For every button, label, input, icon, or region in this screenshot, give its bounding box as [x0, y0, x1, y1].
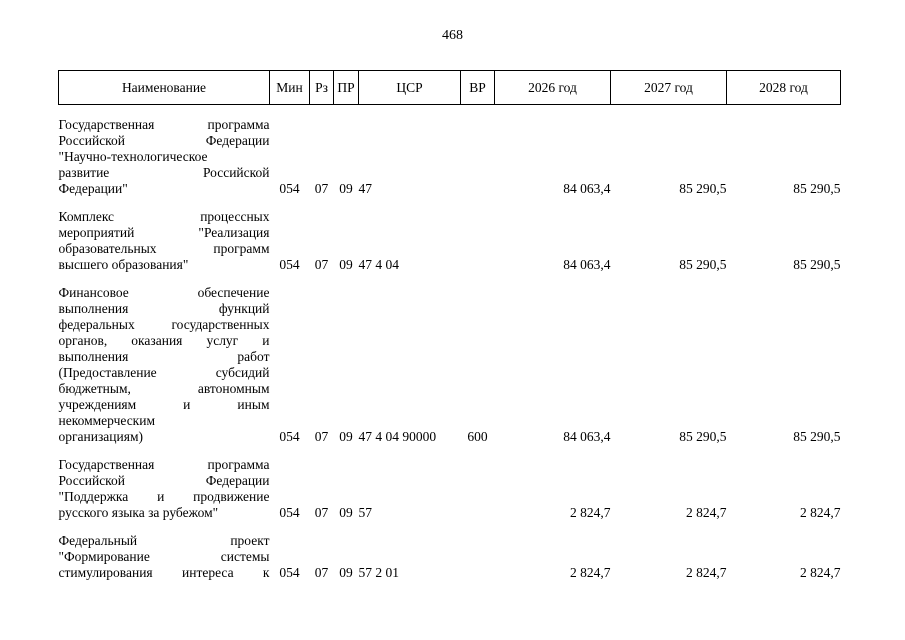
row-name-line: (Предоставление субсидий	[58, 365, 270, 380]
row-name-line: Федерации"	[58, 181, 128, 196]
cell-2028: 85 290,5	[793, 257, 841, 272]
cell-csr: 47 4 04 90000	[358, 429, 437, 444]
row-name-line: мероприятий "Реализация	[58, 225, 270, 240]
cell-2028: 85 290,5	[793, 429, 841, 444]
row-name-line: "Научно-технологическое	[58, 149, 208, 164]
cell-min: 054	[279, 181, 300, 196]
cell-pr: 09	[339, 181, 353, 196]
row-name	[59, 285, 270, 445]
table-row	[59, 457, 841, 521]
row-name	[59, 209, 270, 273]
cell-2027: 85 290,5	[679, 257, 727, 272]
cell-2027: 2 824,7	[686, 565, 727, 580]
row-name-line: учреждениям и иным	[58, 397, 270, 412]
row-spacer	[59, 521, 841, 533]
row-name-line: Государственная программа	[58, 117, 270, 132]
cell-csr: 47 4 04	[358, 257, 399, 272]
cell-csr: 57	[358, 505, 372, 520]
cell-pr: 09	[339, 565, 353, 580]
cell-rz: 07	[314, 565, 329, 580]
cell-2028: 85 290,5	[793, 181, 841, 196]
table-row	[59, 117, 841, 197]
table-row	[59, 533, 841, 581]
cell-2027: 2 824,7	[686, 505, 727, 520]
page-number: 468	[442, 28, 463, 43]
row-name-line: развитие Российской	[58, 165, 270, 180]
row-name	[59, 117, 270, 197]
row-name-line: выполнения функций	[58, 301, 270, 316]
row-name-line: Российской Федерации	[58, 473, 270, 488]
cell-vr	[461, 117, 495, 197]
row-name-line: выполнения работ	[58, 349, 270, 364]
header-csr: ЦСР	[359, 71, 461, 105]
row-name-line: некоммерческим	[58, 413, 156, 428]
row-name	[59, 457, 270, 521]
cell-2026: 84 063,4	[563, 257, 611, 272]
cell-2026: 2 824,7	[570, 505, 611, 520]
cell-csr: 47	[358, 181, 372, 196]
table-header	[59, 71, 841, 105]
cell-2028: 2 824,7	[800, 505, 841, 520]
cell-rz: 07	[314, 505, 329, 520]
table-row	[59, 285, 841, 445]
table-body	[59, 105, 841, 582]
cell-rz: 07	[314, 181, 329, 196]
row-name	[59, 533, 270, 581]
cell-2027: 85 290,5	[679, 181, 727, 196]
header-2027: 2027 год	[611, 71, 727, 105]
cell-min: 054	[279, 257, 300, 272]
row-name-line: Финансовое обеспечение	[58, 285, 270, 300]
row-name-line: Государственная программа	[58, 457, 270, 472]
table-row	[59, 209, 841, 273]
cell-vr	[461, 209, 495, 273]
header-vr: ВР	[461, 71, 495, 105]
header-min: Мин	[270, 71, 310, 105]
row-name-line: Федеральный проект	[58, 533, 270, 548]
cell-min: 054	[279, 429, 300, 444]
cell-2028: 2 824,7	[800, 565, 841, 580]
header-name: Наименование	[59, 71, 270, 105]
row-name-line: "Формирование системы	[58, 549, 270, 564]
cell-rz: 07	[314, 429, 329, 444]
cell-2026: 84 063,4	[563, 429, 611, 444]
cell-vr	[461, 457, 495, 521]
cell-2026: 84 063,4	[563, 181, 611, 196]
cell-rz: 07	[314, 257, 329, 272]
cell-vr: 600	[467, 429, 488, 444]
row-name-line: "Поддержка и продвижение	[58, 489, 270, 504]
row-name-line: федеральных государственных	[58, 317, 270, 332]
row-spacer	[59, 105, 841, 118]
row-name-line: органов, оказания услуг и	[58, 333, 270, 348]
row-spacer	[59, 197, 841, 209]
row-name-line: высшего образования"	[58, 257, 189, 272]
row-name-line: русского языка за рубежом"	[58, 505, 219, 520]
row-name-line: бюджетным, автономным	[58, 381, 270, 396]
cell-pr: 09	[339, 505, 353, 520]
cell-min: 054	[279, 505, 300, 520]
cell-min: 054	[279, 565, 300, 580]
row-name-line: Комплекс процессных	[58, 209, 270, 224]
row-spacer	[59, 445, 841, 457]
row-name-line: Российской Федерации	[58, 133, 270, 148]
cell-csr: 57 2 01	[358, 565, 399, 580]
cell-2027: 85 290,5	[679, 429, 727, 444]
header-rz: Рз	[310, 71, 334, 105]
budget-table	[58, 70, 841, 581]
row-name-line: образовательных программ	[58, 241, 270, 256]
header-pr: ПР	[334, 71, 359, 105]
cell-2026: 2 824,7	[570, 565, 611, 580]
header-2028: 2028 год	[727, 71, 841, 105]
row-spacer	[59, 273, 841, 285]
row-name-line: организациям)	[58, 429, 144, 444]
cell-vr	[461, 533, 495, 581]
cell-pr: 09	[339, 257, 353, 272]
row-name-line: стимулирования интереса к	[58, 565, 270, 580]
cell-pr: 09	[339, 429, 353, 444]
header-2026: 2026 год	[495, 71, 611, 105]
